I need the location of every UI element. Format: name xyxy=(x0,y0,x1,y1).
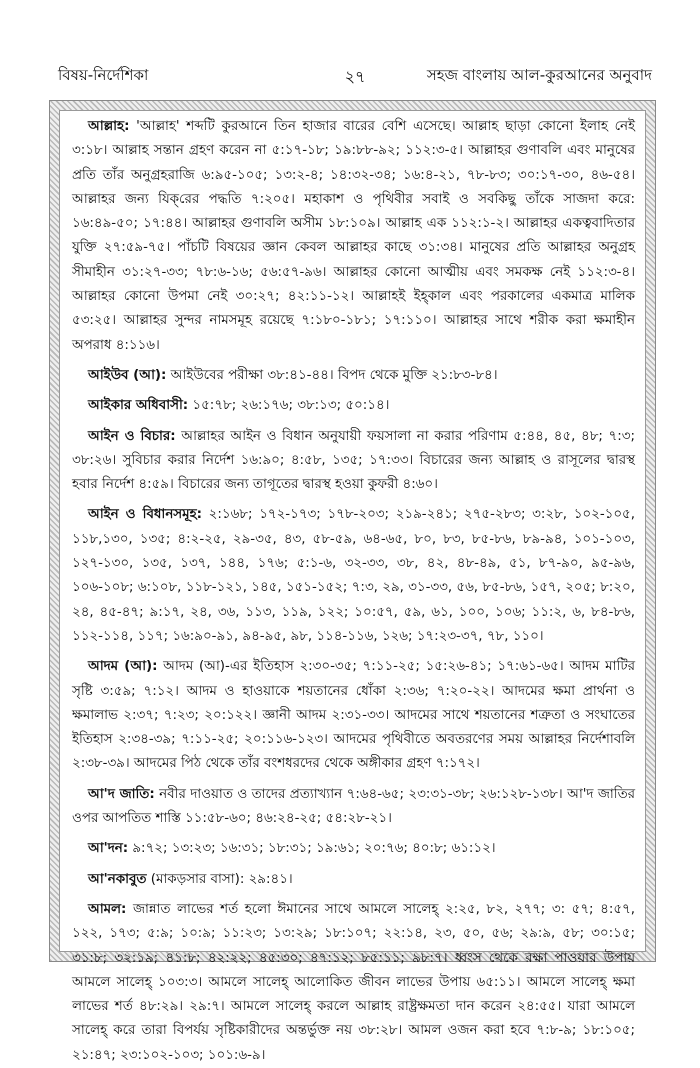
index-content xyxy=(59,110,646,1063)
page-number: ২৭ xyxy=(344,67,366,86)
index-term: আইন ও বিধানসমূহ: xyxy=(88,507,202,523)
book-title: সহজ বাংলায় আল-কুরআনের অনুবাদ xyxy=(426,66,652,84)
decorative-border-frame xyxy=(49,100,656,1063)
index-references: জান্নাত লাভের শর্ত হলো ঈমানের সাথে আমলে সালেহ্‌ ২:২৫, ৮২, ২৭৭; ৩: ৫৭; ৪:৫৭, ১২২, ১৭৩; ৫:৯; ১০:৯; ১১:২৩; ১৩:২৯; ১৮:১০৭; ২২:১৪, ২৩, ৫০, ৫৬; ২৯:৯, ৫৮; ৩০:১৫; ৩১:৮; ৩২:১৯; ৪১:৮; ৪২:২২; ৪৫:৩০; ৪৭:১২; ৮৫:১১; ৯৮:৭। ধ্বংস থেকে রক্ষা পাওয়ার উপায় আমলে সালেহ্‌ ১০৩:৩। আমলে সালেহ্‌ আলোকিত জীবন লাভের উপায় ৬৫:১১। আমলে সালেহ্‌ ক্ষমা লাভের শর্ত ৪৮:২৯। ২৯:৭। আমলে সালেহ্‌ করলে আল্লাহ রাষ্ট্রক্ষমতা দান করেন ২৪:৫৫। যারা আমলে সালেহ্‌ করে তারা বিপর্যয় সৃষ্টিকারীদের অন্তর্ভুক্ত নয় ৩৮:২৮। আমল ওজন করা হবে ৭:৮-৯; ১৮:১০৫; ২১:৪৭; ২৩:১০২-১০৩; ১০১:৬-৯। xyxy=(72,901,635,1063)
index-references: ১৫:৭৮; ২৬:১৭৬; ৩৮:১৩; ৫০:১৪। xyxy=(188,398,390,414)
index-entry xyxy=(72,837,635,861)
index-entry xyxy=(72,898,635,1068)
section-title: বিষয়-নির্দেশিকা xyxy=(58,66,149,84)
index-term: আ'দন: xyxy=(88,841,129,857)
index-references: ৯:৭২; ১৩:২৩; ১৬:৩১; ১৮:৩১; ১৯:৬১; ২০:৭৬; ৪০:৮; ৬১:১২। xyxy=(128,841,496,857)
index-entry xyxy=(72,364,635,388)
index-references: আল্লাহর আইন ও বিধান অনুযায়ী ফয়সালা না করার পরিণাম ৫:৪৪, ৪৫, ৪৮; ৭:৩; ৩৮:২৬। সুবিচার করার নির্দেশ ১৬:৯০; ৪:৫৮, ১৩৫; ১৭:৩৩। বিচারের জন্য আল্লাহ ও রাসূলের দ্বারস্থ হবার নির্দেশ ৪:৫৯। বিচারের জন্য তাগূতের দ্বারস্থ হওয়া কুফরী ৪:৬০। xyxy=(72,428,635,493)
index-references: 'আল্লাহ' শব্দটি কুরআনে তিন হাজার বারের বেশি এসেছে। আল্লাহ ছাড়া কোনো ইলাহ নেই ৩:১৮। আল্লাহ সন্তান গ্রহণ করেন না ৫:১৭-১৮; ১৯:৮৮-৯২; ১১২:৩-৫। আল্লাহর গুণাবলি এবং মানুষের প্রতি তাঁর অনুগ্রহরাজি ৬:৯৫-১০৫; ১৩:২-৪; ১৪:৩২-৩৪; ১৬:৪-২১, ৭৮-৮৩; ৩০:১৭-৩০, ৪৬-৫৪। আল্লাহর জন্য যিক্‌রের পদ্ধতি ৭:২০৫। মহাকাশ ও পৃথিবীর সবাই ও সবকিছু তাঁকে সাজদা করে: ১৬:৪৯-৫০; ১৭:৪৪। আল্লাহর গুণাবলি অসীম ১৮:১০৯। আল্লাহ এক ১১২:১-২। আল্লাহর একত্ববাদিতার যুক্তি ২৭:৫৯-৭৫। পাঁচটি বিষয়ের জ্ঞান কেবল আল্লাহর কাছে ৩১:৩৪। মানুষের প্রতি আল্লাহর অনুগ্রহ সীমাহীন ৩১:২৭-৩৩; ৭৮:৬-১৬; ৫৬:৫৭-৯৬। আল্লাহর কোনো আত্মীয় এবং সমকক্ষ নেই ১১২:৩-৪। আল্লাহর কোনো উপমা নেই ৩০:২৭; ৪২:১১-১২। আল্লাহই ইহ্‌কাল এবং পরকালের একমাত্র মালিক ৫৩:২৫। আল্লাহর সুন্দর নামসমূহ রয়েছে ৭:১৮০-১৮১; ১৭:১১০। আল্লাহর সাথে শরীক করা ক্ষমাহীন অপরাধ ৪:১১৬। xyxy=(72,119,635,353)
index-term: আমল: xyxy=(88,901,127,917)
index-entry xyxy=(72,115,635,358)
index-term: আ'নকাবুত xyxy=(88,871,147,887)
index-term: আইন ও বিচার: xyxy=(88,428,176,444)
index-references: ২:১৬৮; ১৭২-১৭৩; ১৭৮-২০৩; ২১৯-২৪১; ২৭৫-২৮৩; ৩:২৮, ১০২-১০৫, ১১৮,১৩০, ১৩৫; ৪:২-২৫, ২৯-৩৫, ৪৩, ৫৮-৫৯, ৬৪-৬৫, ৮০, ৮৩, ৮৫-৮৬, ৮৯-৯৪, ১০১-১০৩, ১২৭-১৩০, ১৩৫, ১৩৭, ১৪৪, ১৭৬; ৫:১-৬, ৩২-৩৩, ৩৮, ৪২, ৪৮-৪৯, ৫১, ৮৭-৯০, ৯৫-৯৬, ১০৬-১০৮; ৬:১০৮, ১১৮-১২১, ১৪৫, ১৫১-১৫২; ৭:৩, ২৯, ৩১-৩৩, ৫৬, ৮৫-৮৬, ১৫৭, ২০৫; ৮:২০, ২৪, ৪৫-৪৭; ৯:১৭, ২৪, ৩৬, ১১৩, ১১৯, ১২২; ১০:৫৭, ৫৯, ৬১, ১০০, ১০৬; ১১:২, ৬, ৮৪-৮৬, ১১২-১১৪, ১১৭; ১৬:৯০-৯১, ৯৪-৯৫, ৯৮, ১১৪-১১৬, ১২৬; ১৭:২৩-৩৭, ৭৮, ১১০। xyxy=(72,507,635,644)
running-header xyxy=(58,64,652,88)
index-entry xyxy=(72,868,635,892)
index-term: আল্লাহ: xyxy=(88,119,130,134)
index-term: আইউব (আ): xyxy=(88,367,167,383)
index-entry xyxy=(72,503,635,649)
index-entry xyxy=(72,394,635,418)
index-entry xyxy=(72,783,635,832)
index-term: আইকার অধিবাসী: xyxy=(88,398,189,414)
index-term: আ'দ জাতি: xyxy=(88,786,155,802)
index-entry xyxy=(72,655,635,776)
index-references: নবীর দাওয়াত ও তাদের প্রত্যাখ্যান ৭:৬৪-৬৫; ২৩:৩১-৩৮; ২৬:১২৮-১৩৮। আ'দ জাতির ওপর আপতিত শাস্তি ১১:৫৮-৬০; ৪৬:২৪-২৫; ৫৪:২৮-২১। xyxy=(72,786,635,827)
index-references: (মাকড়সার বাসা): ২৯:৪১। xyxy=(146,871,293,887)
index-entry xyxy=(72,425,635,498)
index-references: আইউবের পরীক্ষা ৩৮:৪১-৪৪। বিপদ থেকে মুক্তি ২১:৮৩-৮৪। xyxy=(166,367,498,383)
index-term: আদম (আ): xyxy=(88,659,158,675)
index-references: আদম (আ)-এর ইতিহাস ২:৩০-৩৫; ৭:১১-২৫; ১৫:২৬-৪১; ১৭:৬১-৬৫। আদম মাটির সৃষ্টি ৩:৫৯; ৭:১২। আদম ও হাওয়াকে শয়তানের ধোঁকা ২:৩৬; ৭:২০-২২। আদমের ক্ষমা প্রার্থনা ও ক্ষমালাভ ২:৩৭; ৭:২৩; ২০:১২২। জ্ঞানী আদম ২:৩১-৩৩। আদমের সাথে শয়তানের শত্রুতা ও সংঘাতের ইতিহাস ২:৩৪-৩৯; ৭:১১-২৫; ২০:১১৬-১২৩। আদমের পৃথিবীতে অবতরণের সময় আল্লাহর নির্দেশাবলি ২:৩৮-৩৯। আদমের পিঠ থেকে তাঁর বংশধরদের থেকে অঙ্গীকার গ্রহণ ৭:১৭২। xyxy=(72,659,635,772)
